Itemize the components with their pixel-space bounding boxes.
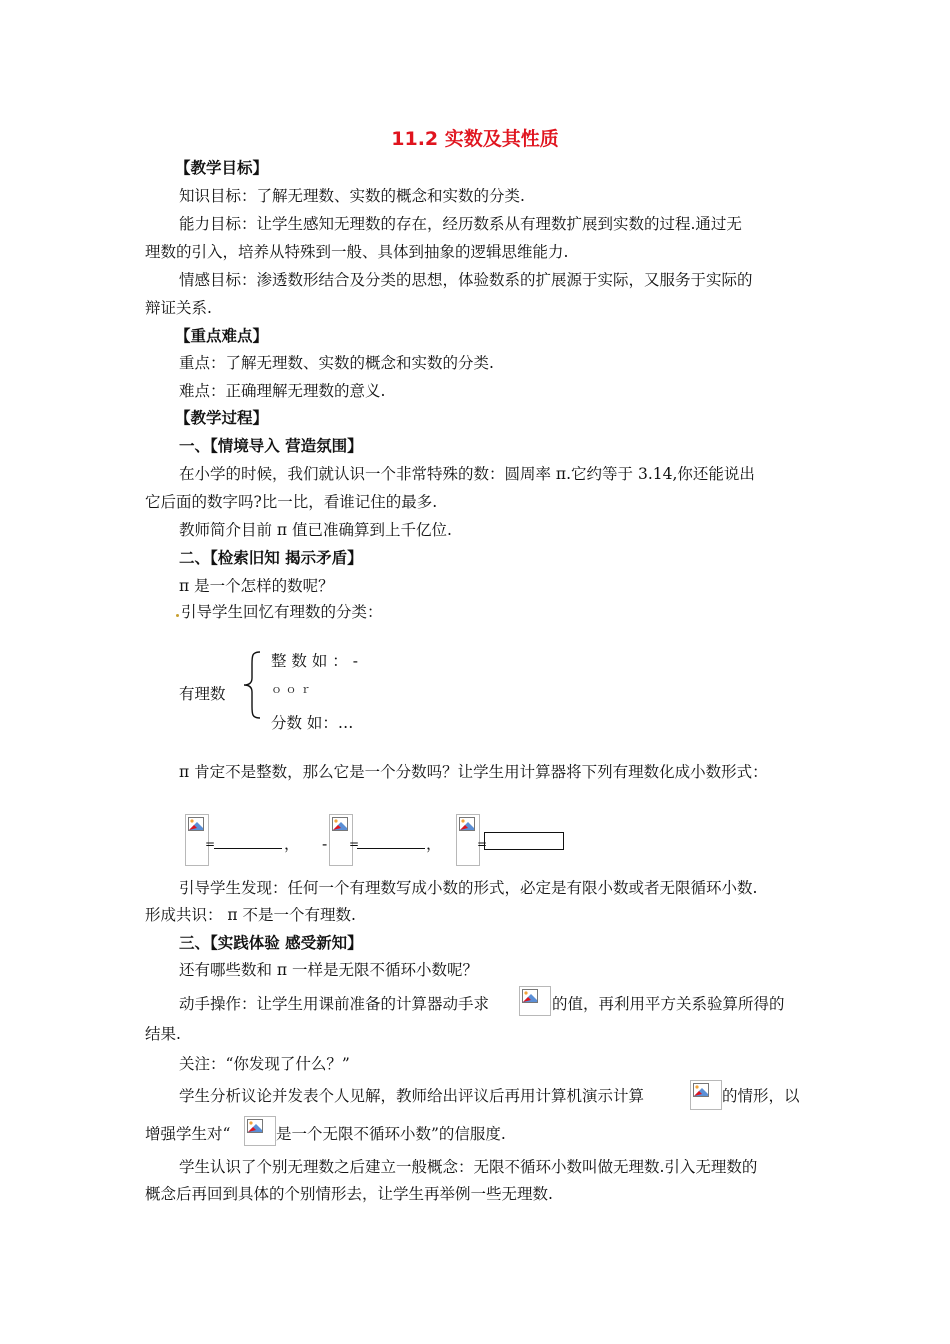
- classification-root: 有理数: [179, 685, 226, 703]
- answer-blank-1: [214, 834, 282, 849]
- part3-operation-line2: 结果.: [145, 1025, 181, 1043]
- part2-finding-line1: 引导学生发现：任何一个有理数写成小数的形式，必定是有限小数或者无限循环小数.: [179, 879, 758, 897]
- part1-paragraph2: 教师简介目前 π 值已准确算到上千亿位.: [179, 521, 452, 539]
- part2-question: π 是一个怎样的数呢？: [179, 577, 334, 595]
- equals-sign-2: =: [349, 837, 360, 851]
- broken-image-icon: [690, 1080, 722, 1110]
- page-title: 11.2 实数及其性质: [391, 128, 559, 150]
- objective-ability-line2: 理数的引入，培养从特殊到一般、具体到抽象的逻辑思维能力.: [145, 243, 569, 261]
- part1-paragraph-line1: 在小学的时候，我们就认识一个非常特殊的数：圆周率 π.它约等于 3.14,你还能说出: [179, 465, 755, 483]
- objective-ability-line1: 能力目标：让学生感知无理数的存在，经历数系从有理数扩展到实数的过程.通过无: [179, 215, 742, 233]
- classification-integer: 整 数 如 ： -: [271, 652, 358, 670]
- separator-1: ，: [284, 835, 300, 853]
- part3-focus: 关注：“你发现了什么？”: [179, 1055, 350, 1073]
- part2-paragraph3: π 肯定不是整数，那么它是一个分数吗？让学生用计算器将下列有理数化成小数形式：: [179, 763, 768, 781]
- section-process: 【教学过程】: [175, 409, 269, 427]
- objective-emotion-line1: 情感目标：渗透数形结合及分类的思想，体验数系的扩展源于实际，又服务于实际的: [179, 271, 753, 289]
- part2-guide: 引导学生回忆有理数的分类：: [181, 603, 383, 621]
- part3-discussion2-b: 是一个无限不循环小数”的信服度.: [276, 1125, 506, 1143]
- separator-2: ，: [426, 835, 442, 853]
- objective-emotion-line2: 辩证关系.: [145, 299, 212, 317]
- part3-discussion-a: 学生分析议论并发表个人见解，教师给出评议后再用计算机演示计算: [179, 1087, 645, 1105]
- difficult-point: 难点：正确理解无理数的意义.: [179, 382, 386, 400]
- answer-blank-2: [357, 834, 425, 849]
- section-objectives: 【教学目标】: [175, 159, 269, 177]
- objective-knowledge: 知识目标：了解无理数、实数的概念和实数的分类.: [179, 187, 525, 205]
- equals-sign-1: =: [205, 837, 216, 851]
- part3-discussion-b: 的情形，以: [722, 1087, 800, 1105]
- section-key-difficult: 【重点难点】: [175, 327, 269, 345]
- classification-fraction: 分数 如：…: [271, 714, 354, 732]
- equals-sign-3: =: [477, 837, 488, 851]
- part3-operation-a: 动手操作：让学生用课前准备的计算器动手求: [179, 995, 490, 1013]
- part2-finding-line2: 形成共识： π 不是一个有理数.: [145, 906, 356, 924]
- part3-heading: 三、【实践体验 感受新知】: [179, 934, 363, 952]
- broken-image-icon: [519, 986, 551, 1016]
- answer-box-3: [484, 832, 564, 850]
- key-point: 重点：了解无理数、实数的概念和实数的分类.: [179, 354, 494, 372]
- broken-image-icon: [244, 1116, 276, 1146]
- anchor-mark: [176, 614, 179, 617]
- brace-shape: [240, 650, 266, 720]
- part2-heading: 二、【检索旧知 揭示矛盾】: [179, 549, 363, 567]
- classification-garbled: ｏ ｏ ｒ: [271, 683, 311, 696]
- part3-last-line1: 学生认识了个别无理数之后建立一般概念：无限不循环小数叫做无理数.引入无理数的: [179, 1158, 758, 1176]
- part1-paragraph-line2: 它后面的数字吗?比一比，看谁记住的最多.: [145, 493, 438, 511]
- part3-question: 还有哪些数和 π 一样是无限不循环小数呢？: [179, 961, 479, 979]
- negative-sign: -: [322, 835, 328, 853]
- part3-operation-b: 的值，再利用平方关系验算所得的: [552, 995, 785, 1013]
- part3-last-line2: 概念后再回到具体的个别情形去，让学生再举例一些无理数.: [145, 1185, 553, 1203]
- part1-heading: 一、【情境导入 营造氛围】: [179, 437, 363, 455]
- part3-discussion2-a: 增强学生对“: [145, 1125, 231, 1143]
